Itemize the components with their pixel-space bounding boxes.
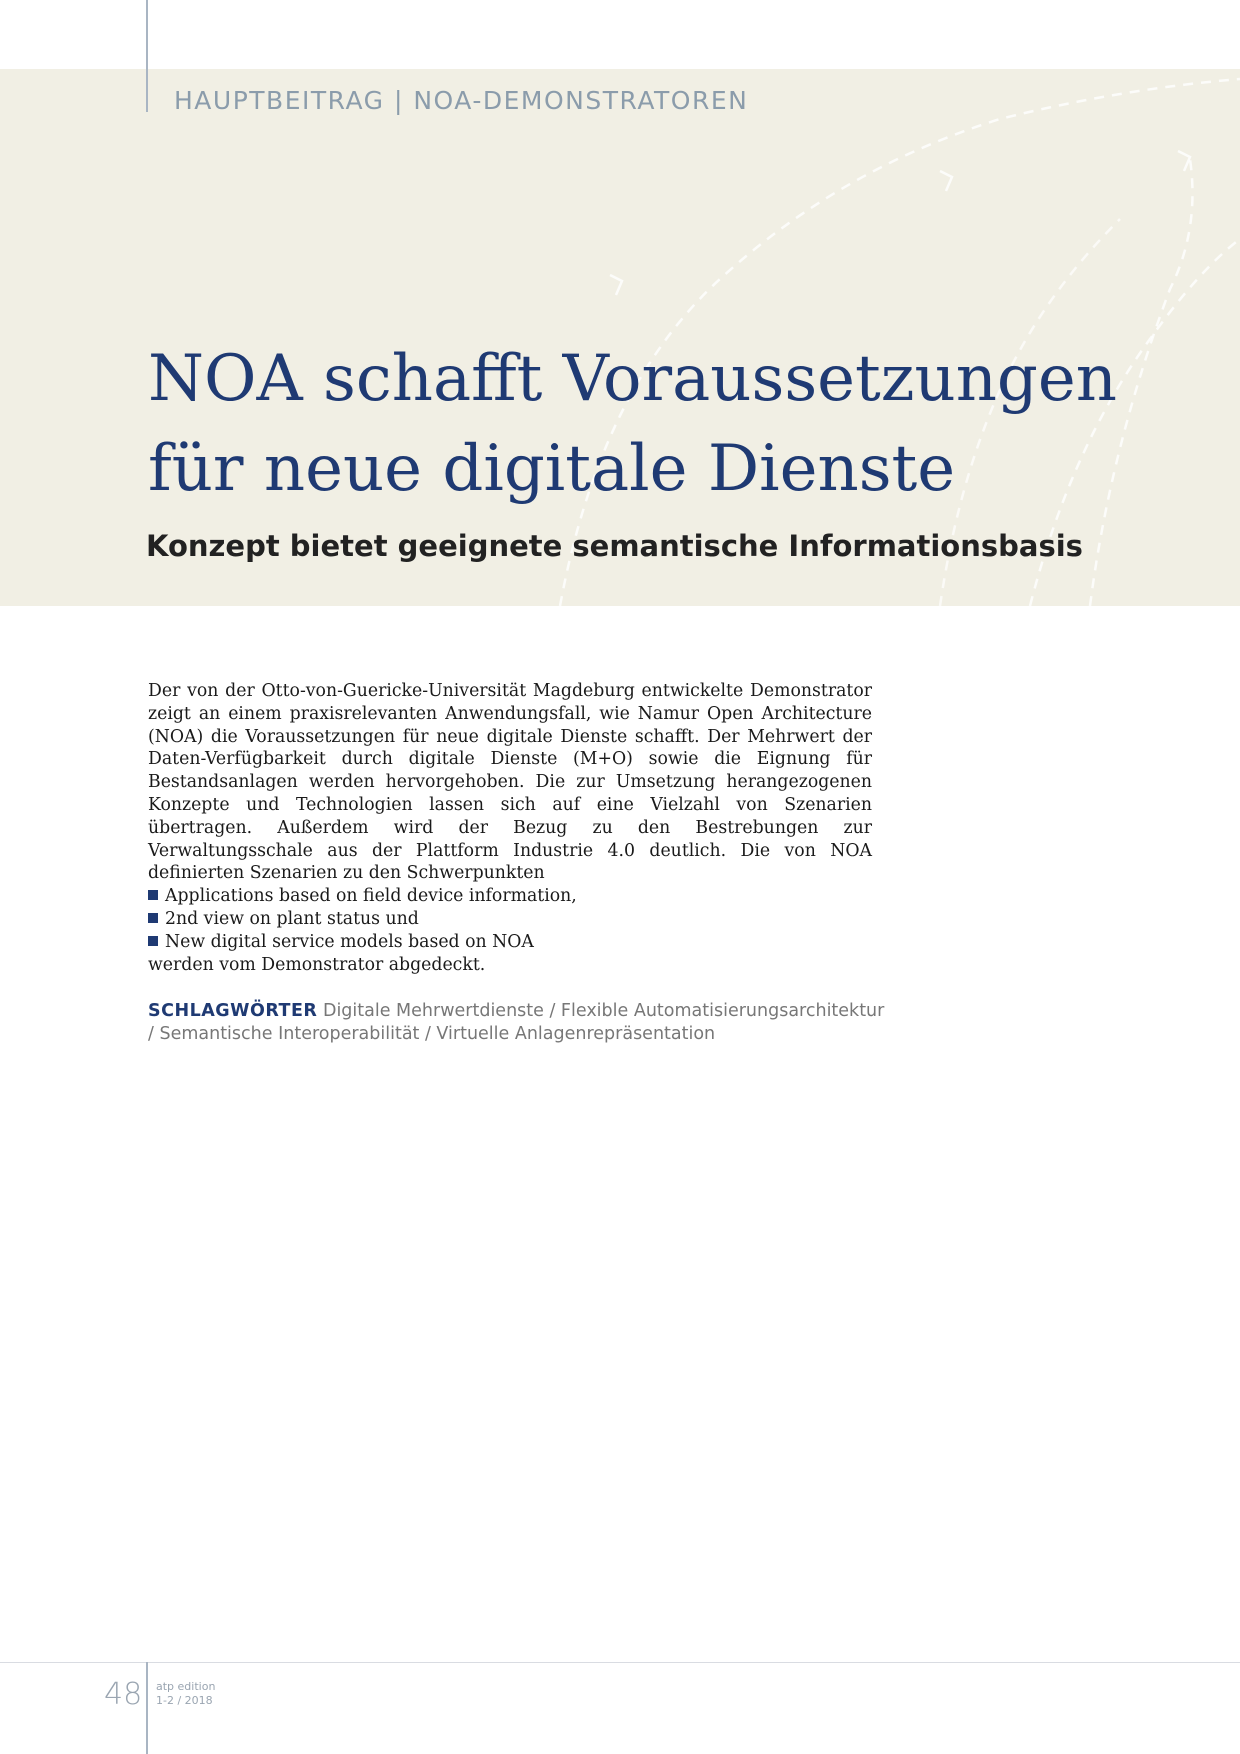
article-subtitle: Konzept bietet geeignete semantische Informationsbasis — [146, 529, 1083, 563]
bullet-text: Applications based on field device information, — [165, 886, 577, 907]
title-line-1: NOA schafft Voraussetzungen — [148, 342, 1117, 416]
abstract — [148, 680, 872, 976]
square-bullet-icon — [148, 936, 158, 946]
page-number: 48 — [104, 1677, 143, 1712]
keywords — [148, 1000, 888, 1046]
square-bullet-icon — [148, 913, 158, 923]
header-band — [0, 69, 1240, 606]
abstract-bullet-list — [148, 885, 872, 953]
publication-issue: 1-2 / 2018 — [156, 1694, 213, 1707]
margin-rule-top — [146, 0, 148, 112]
footer-divider — [0, 1662, 1240, 1663]
keywords-text: Digitale Mehrwertdienste / Flexible Automatisierungsarchitektur / Semantische Interoperabilität / Virtuelle Anlagenrepräsentation — [148, 1001, 885, 1044]
list-item — [148, 908, 872, 931]
bullet-text: 2nd view on plant status und — [165, 908, 419, 929]
article-title — [148, 334, 1208, 514]
bullet-text: New digital service models based on NOA — [165, 931, 534, 952]
publication-name: atp edition — [156, 1680, 216, 1693]
list-item — [148, 885, 872, 908]
list-item — [148, 931, 872, 954]
section-label: HAUPTBEITRAG | NOA-DEMONSTRATOREN — [174, 86, 749, 115]
square-bullet-icon — [148, 890, 158, 900]
title-line-2: für neue digitale Dienste — [148, 432, 956, 506]
keywords-label: SCHLAGWÖRTER — [148, 1001, 318, 1021]
margin-rule-bottom — [146, 1662, 148, 1754]
abstract-paragraph: Der von der Otto-von-Guericke-Universität Magdeburg entwickelte Demonstrator zeigt an einem praxisrelevanten Anwendungsfall, wie Namur Open Architecture (NOA) die Voraussetzungen für neue digitale Dienste schafft. Der Mehrwert der Daten-Verfügbarkeit durch digitale Dienste (M+O) sowie die Eignung für Bestandsanlagen werden hervorgehoben. Die zur Umsetzung herangezogenen Konzepte und Technologien lassen sich auf eine Vielzahl von Szenarien übertragen. Außerdem wird der Bezug zu den Bestrebungen zur Verwaltungsschale aus der Plattform Industrie 4.0 deutlich. Die von NOA definierten Szenarien zu den Schwerpunkten — [148, 681, 872, 884]
abstract-closing: werden vom Demonstrator abgedeckt. — [148, 954, 486, 975]
